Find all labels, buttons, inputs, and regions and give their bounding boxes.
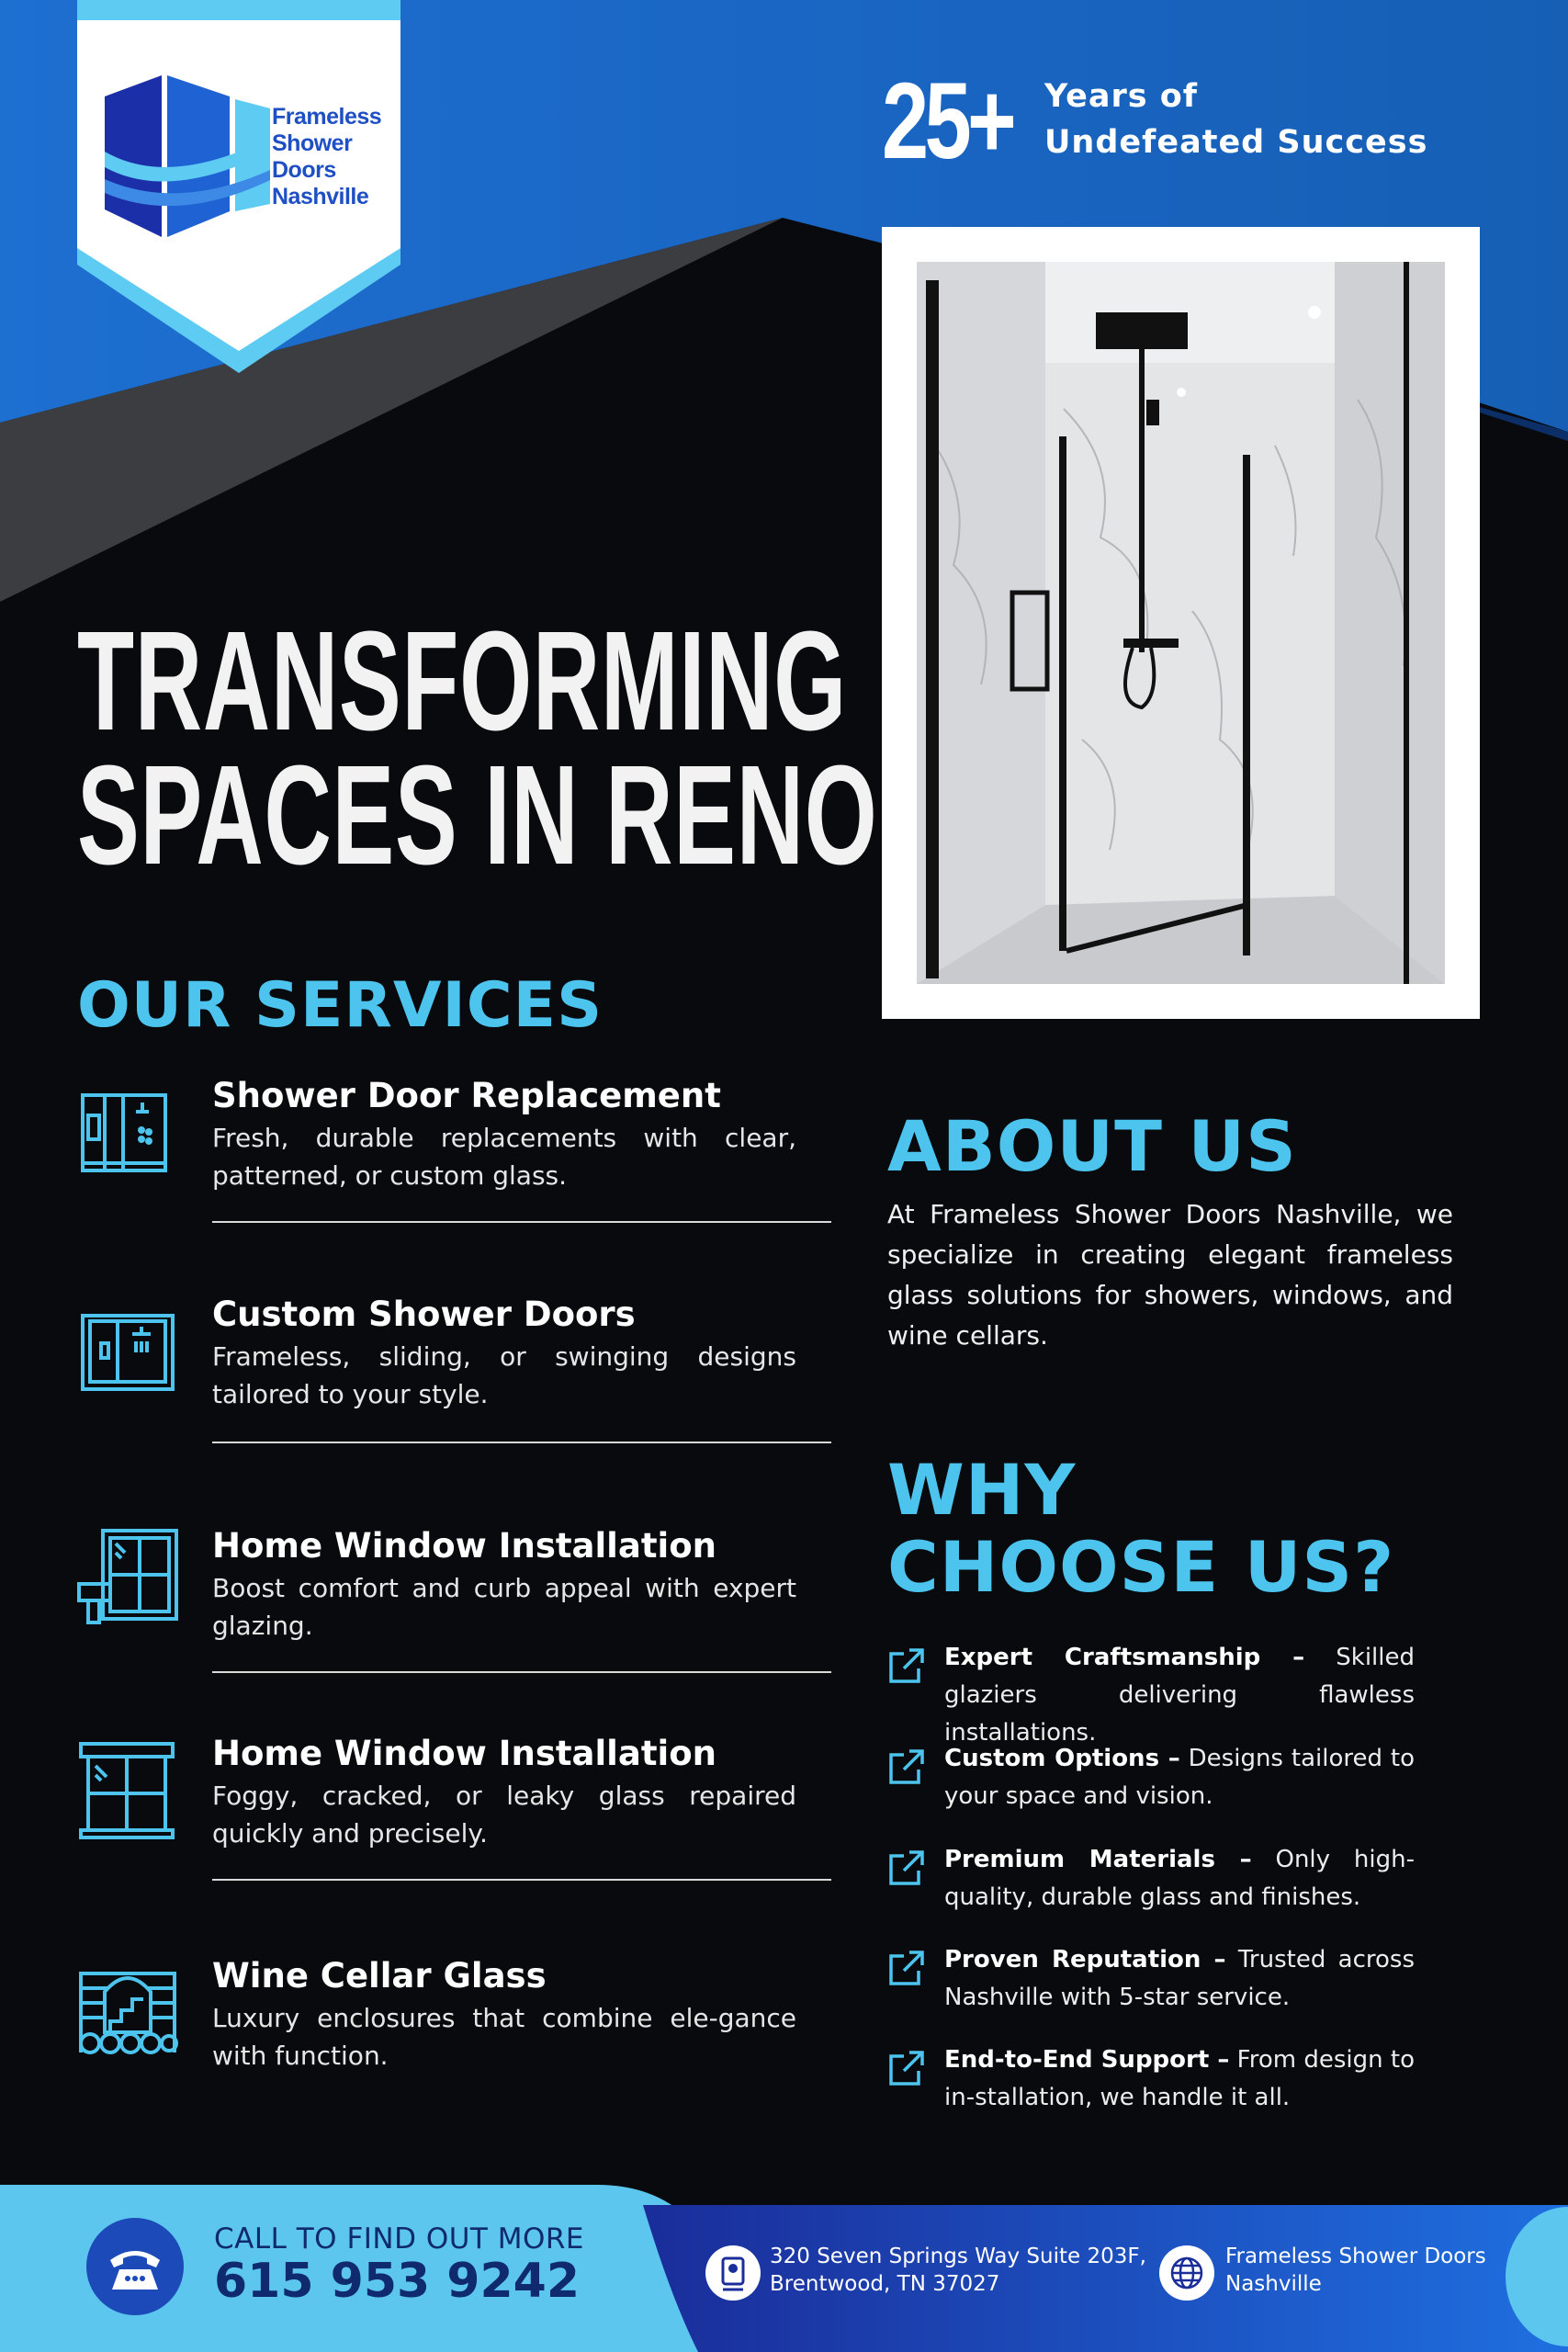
photo-frame	[882, 227, 1480, 1019]
logo-line: Nashville	[272, 184, 369, 209]
service-description: Fresh, durable replacements with clear, patterned, or custom glass.	[212, 1123, 796, 1191]
about-heading: ABOUT US	[887, 1105, 1297, 1187]
divider	[212, 1879, 831, 1881]
external-link-icon	[887, 1949, 926, 1987]
service-description: Frameless, sliding, or swinging designs tailored to your style.	[212, 1341, 796, 1409]
service-title: Home Window Installation	[212, 1526, 716, 1566]
years-caption-line: Undefeated Success	[1044, 124, 1428, 161]
divider	[212, 1671, 831, 1673]
external-link-icon	[887, 1849, 926, 1887]
external-link-icon	[887, 1747, 926, 1786]
why-item-text	[944, 1841, 1415, 1917]
location-icon	[705, 2245, 761, 2301]
shower-enclosure-icon	[77, 1075, 178, 1185]
logo-text	[272, 104, 381, 210]
logo-line: Frameless	[272, 104, 382, 130]
service-title: Home Window Installation	[212, 1734, 716, 1773]
phone-icon[interactable]	[86, 2218, 184, 2315]
why-item-title: Custom Options –	[944, 1745, 1180, 1772]
window-drill-icon	[77, 1525, 178, 1635]
website[interactable]	[1225, 2243, 1486, 2298]
why-item-title: End-to-End Support –	[944, 2046, 1230, 2074]
why-item-title: Expert Craftsmanship –	[944, 1644, 1305, 1671]
service-title: Shower Door Replacement	[212, 1076, 721, 1115]
service-title: Wine Cellar Glass	[212, 1956, 547, 1996]
services-heading: OUR SERVICES	[77, 969, 604, 1042]
headline	[77, 602, 878, 894]
window-icon	[77, 1733, 178, 1843]
about-text: At Frameless Shower Doors Nashville, we specialize in creating elegant frameless glass solutions for showers, windows, and wine cellars.	[887, 1199, 1453, 1351]
globe-icon[interactable]	[1159, 2245, 1214, 2301]
why-item-desc: Only high-quality, durable glass and finishes.	[944, 1846, 1415, 1911]
why-item-desc: From design to in-stallation, we handle it all.	[944, 2046, 1415, 2111]
phone-number[interactable]: 615 953 9242	[214, 2254, 581, 2309]
logo-line: Doors	[272, 157, 336, 183]
address	[770, 2243, 1146, 2298]
address-line-1: 320 Seven Springs Way Suite 203F,	[770, 2245, 1146, 2268]
why-heading-line-2: CHOOSE US?	[887, 1526, 1395, 1608]
why-heading-line-1: WHY	[887, 1449, 1077, 1531]
website-line-2: Nashville	[1225, 2272, 1322, 2296]
external-link-icon	[887, 1646, 926, 1685]
address-line-2: Brentwood, TN 37027	[770, 2272, 1000, 2296]
headline-line-2: SPACES IN RENO	[77, 736, 878, 894]
headline-line-1: TRANSFORMING	[77, 602, 847, 760]
years-caption	[1044, 74, 1427, 165]
years-number: 25+	[882, 61, 1013, 182]
service-description: Foggy, cracked, or leaky glass repaired quickly and precisely.	[212, 1781, 796, 1849]
service-title: Custom Shower Doors	[212, 1295, 636, 1334]
why-item-desc: Trusted across Nashville with 5-star service.	[944, 1946, 1415, 2011]
years-caption-line: Years of	[1044, 78, 1199, 115]
service-description: Boost comfort and curb appeal with expert glazing.	[212, 1573, 796, 1641]
cta-label: CALL TO FIND OUT MORE	[214, 2222, 584, 2256]
shower-door-icon	[77, 1294, 178, 1404]
shower-photo	[917, 262, 1445, 984]
website-line-1: Frameless Shower Doors	[1225, 2245, 1486, 2268]
external-link-icon	[887, 2049, 926, 2087]
why-item-desc: Designs tailored to your space and vision.	[944, 1745, 1415, 1810]
why-item-text	[944, 2041, 1415, 2117]
why-item-desc: Skilled glaziers delivering flawless installations.	[944, 1644, 1416, 1747]
wine-cellar-icon	[77, 1955, 178, 2065]
service-description: Luxury enclosures that combine ele-gance with function.	[212, 2003, 796, 2071]
why-item-title: Premium Materials –	[944, 1846, 1252, 1873]
why-item-title: Proven Reputation –	[944, 1946, 1226, 1973]
logo-line: Shower	[272, 130, 353, 156]
why-item-text	[944, 1639, 1415, 1752]
divider	[212, 1221, 831, 1223]
why-item-text	[944, 1941, 1415, 2017]
why-item-text	[944, 1740, 1415, 1815]
divider	[212, 1442, 831, 1443]
why-heading	[887, 1449, 1395, 1608]
